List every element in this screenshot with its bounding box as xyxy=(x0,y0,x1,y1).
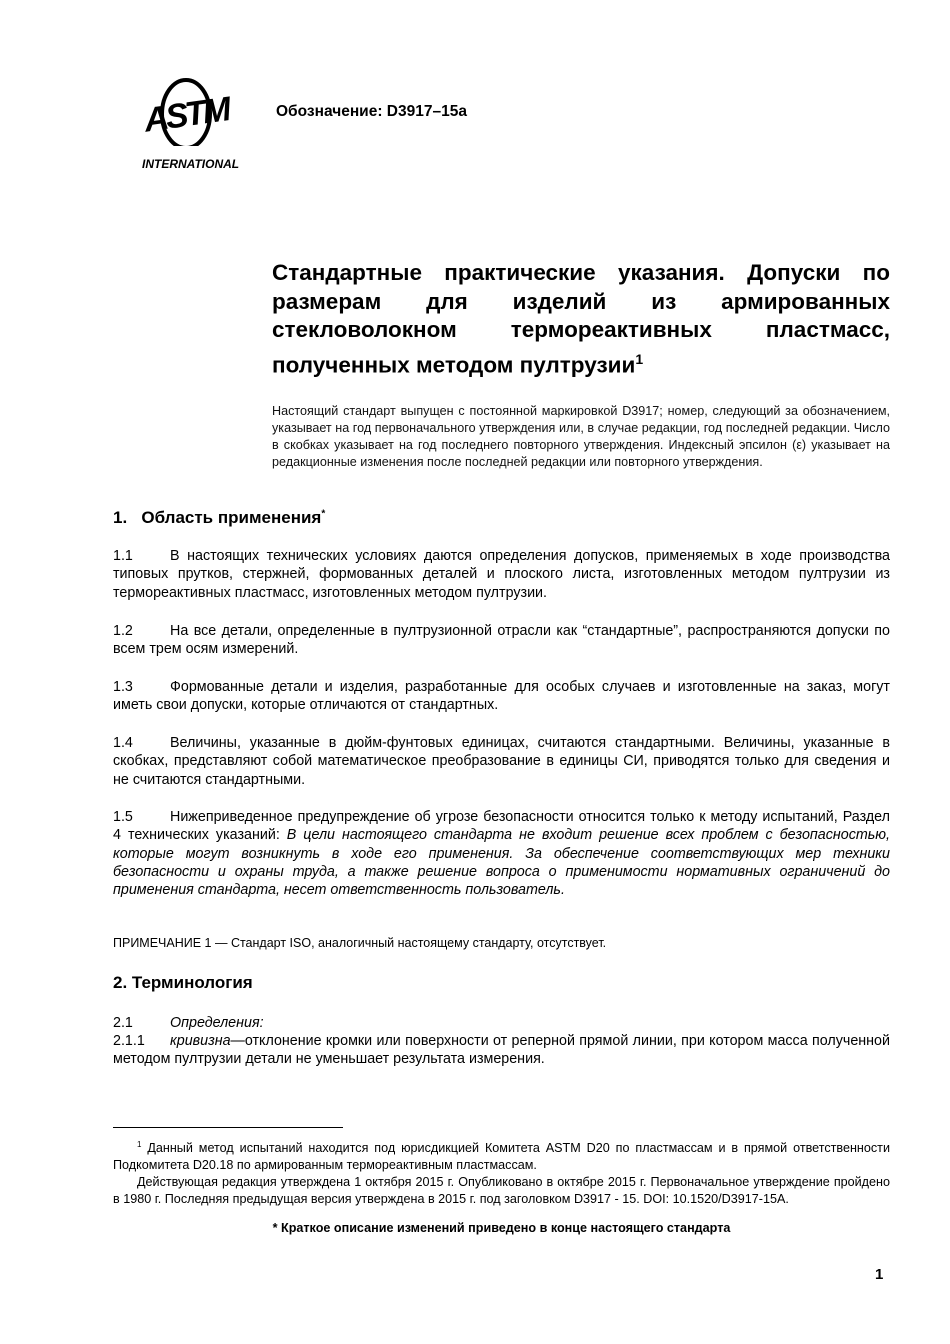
section-1-heading: 1. Область применения* xyxy=(113,508,326,527)
title-footnote-mark[interactable]: 1 xyxy=(635,350,644,367)
document-title: Стандартные практические указания. Допуски по размерам для изделий из армированных стекловолокном термореактивных пластмасс, полученных методом пултрузии$^1$ xyxy=(272,260,890,377)
astm-logo xyxy=(140,74,252,174)
footnote-separator xyxy=(113,1127,343,1128)
paragraph-1-4: 1.4 Величины, указанные в дюйм-фунтовых единицах, считаются стандартными. Величины, указанные в скобках, представляют собой математическое преобразование в единицы СИ, приводятся только для сведения и не считаются стандартными. xyxy=(113,735,890,788)
section-1-heading-mark: * xyxy=(321,508,326,520)
paragraph-1-3: 1.3 Формованные детали и изделия, разработанные для особых случаев и изготовленные на заказ, могут иметь свои допуски, которые отличаются от стандартных. xyxy=(113,679,890,714)
footnote-1: $^1$ Данный метод испытаний находится под юрисдикцией Комитета ASTM D20 по пластмассам и в прямой ответственности Подкомитета D20.18 по армированным термореактивным пластмассам. Действующая редакция утверждена 1 октября 2015 г. Опубликовано в октябре 2015 г. Первоначальное утверждение пройдено в 1980 г. Последняя предыдущая версия утверждена в 2015 г. под заголовком D3917 - 15. DOI: 10.1520/D3917-15A. xyxy=(113,1140,890,1206)
logo-wordmark: INTERNATIONAL xyxy=(142,157,240,171)
astm-emblem-icon xyxy=(141,80,234,154)
page-number: 1 xyxy=(875,1266,884,1283)
paragraph-1-2: 1.2 На все детали, определенные в пултрузионной отрасли как “стандартные”, распространяются допуски по всем трем осям измерений. xyxy=(113,623,890,658)
paragraph-2-1: 2.1 Определения: xyxy=(113,1015,264,1031)
paragraph-2-1-1: 2.1.1 кривизна—отклонение кромки или поверхности от реперной прямой линии, при котором масса полученной методом пултрузии детали не уменьшает результата измерения. xyxy=(113,1033,890,1068)
summary-of-changes-note: * Краткое описание изменений приведено в конце настоящего стандарта xyxy=(272,1221,731,1235)
designation: Обозначение: D3917–15a xyxy=(276,103,467,120)
section-2-heading: 2. Терминология xyxy=(113,973,253,992)
safety-warning: В цели настоящего стандарта не входит решение всех проблем с безопасностью, которые могут возникнуть в ходе его применения. За обеспечение соответствующих мер техники безопасности и охраны труда, а также решение вопроса о применимости нормативных ограничений до применения стандарта, несет ответственность пользователь. xyxy=(113,827,890,899)
term-curvature: кривизна xyxy=(170,1033,231,1049)
paragraph-1-1: 1.1 В настоящих технических условиях даются определения допусков, применяемых в ходе производства типовых прутков, стержней, формованных деталей и плоского листа, изготовленных методом пултрузии из термореактивных пластмасс, изготовленных методом пултрузии. xyxy=(113,548,890,601)
svg-text:ASTM: ASTM xyxy=(141,90,231,140)
note-1: ПРИМЕЧАНИЕ 1 — Стандарт ISO, аналогичный настоящему стандарту, отсутствует. xyxy=(113,936,607,950)
paragraph-1-5: 1.5 Нижеприведенное предупреждение об угрозе безопасности относится только к методу испытаний, Раздел 4 технических указаний: В цели настоящего стандарта не входит решение всех проблем с безопасностью, которые могут возникнуть в ходе его применения. За обеспечение соответствующих мер техники безопасности и охраны труда, а также решение вопроса о применимости нормативных ограничений до применения стандарта, несет ответственность пользователь. xyxy=(113,809,890,899)
preamble: Настоящий стандарт выпущен с постоянной маркировкой D3917; номер, следующий за обозначением, указывает на год первоначального утверждения или, в случае редакции, год последней редакции. Число в скобках указывает на год последнего повторного утверждения. Индексный эпсилон (ε) указывает на редакционные изменения после последней редакции или повторного утверждения. xyxy=(272,404,890,469)
